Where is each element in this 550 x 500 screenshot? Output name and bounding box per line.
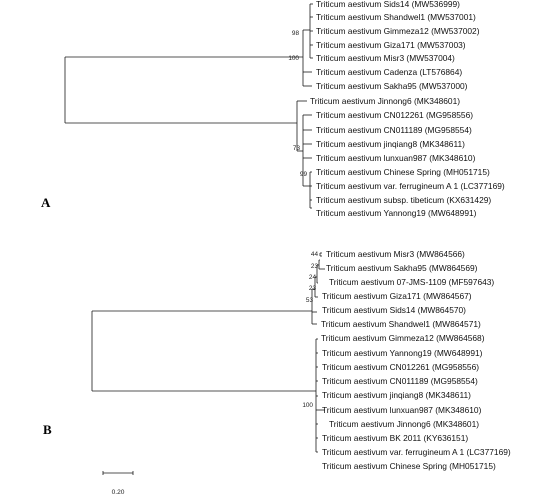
tree-a-leaf-label: Triticum aestivum CN012261 (MG958556) xyxy=(316,110,474,120)
tree-a-leaf-label: Triticum aestivum Cadenza (LT576864) xyxy=(316,67,463,77)
tree-a-leaf-label: Triticum aestivum Misr3 (MW537004) xyxy=(316,53,455,63)
tree-b-leaf-label: Triticum aestivum Sids14 (MW864570) xyxy=(322,305,466,315)
tree-b-leaf-label: Triticum aestivum 07-JMS-1109 (MF597643) xyxy=(329,277,495,287)
tree-b-leaf-label: Triticum aestivum Gimmeza12 (MW864568) xyxy=(321,333,485,343)
tree-b-leaf-label: Triticum aestivum Yannong19 (MW648991) xyxy=(322,348,483,358)
tree-a-leaf-label: Triticum aestivum Shandwel1 (MW537001) xyxy=(316,12,476,22)
tree-b-leaf-label: Triticum aestivum CN011189 (MG958554) xyxy=(322,376,478,386)
tree-a-leaf-label: Triticum aestivum Gimmeza12 (MW537002) xyxy=(316,26,480,36)
tree-b-bootstrap-value: 24 xyxy=(308,274,316,281)
tree-b-leaf-label: Triticum aestivum BK 2011 (KY636151) xyxy=(322,433,469,443)
tree-b-bootstrap-value: 100 xyxy=(302,402,313,409)
tree-a-leaf-label: Triticum aestivum var. ferrugineum A 1 (LC377169) xyxy=(316,181,505,191)
tree-a-leaf-label: Triticum aestivum Chinese Spring (MH051715) xyxy=(316,167,490,177)
tree-b-leaf-label: Triticum aestivum jinqiang8 (MK348611) xyxy=(322,390,471,400)
panel-label-a: A xyxy=(41,195,51,210)
tree-a-bootstrap-value: 98 xyxy=(291,30,299,37)
tree-a-leaf-label: Triticum aestivum Sids14 (MW536999) xyxy=(316,0,460,9)
tree-b-leaf-label: Triticum aestivum Chinese Spring (MH051715) xyxy=(322,461,496,471)
tree-b-leaf-label: Triticum aestivum Misr3 (MW864566) xyxy=(326,249,465,259)
tree-b-leaf-label: Triticum aestivum Sakha95 (MW864569) xyxy=(326,263,478,273)
tree-b-bootstrap-value: 23 xyxy=(310,263,318,270)
scale-bar-label: 0.20 xyxy=(111,489,125,496)
tree-b xyxy=(43,249,511,471)
tree-b-leaf-label: Triticum aestivum var. ferrugineum A 1 (LC377169) xyxy=(322,447,511,457)
tree-a-leaf-label: Triticum aestivum Giza171 (MW537003) xyxy=(316,40,466,50)
tree-a-leaf-label: Triticum aestivum Jinnong6 (MK348601) xyxy=(310,96,461,106)
tree-a-leaf-label: Triticum aestivum CN011189 (MG958554) xyxy=(316,125,472,135)
panel-label-b: B xyxy=(43,422,52,437)
tree-a-bootstrap-value: 99 xyxy=(299,171,307,178)
tree-b-leaf-label: Triticum aestivum Shandwel1 (MW864571) xyxy=(321,319,481,329)
tree-b-leaf-label: Triticum aestivum lunxuan987 (MK348610) xyxy=(322,405,482,415)
tree-b-bootstrap-value: 44 xyxy=(310,251,318,258)
tree-b-bootstrap-value: 23 xyxy=(308,285,316,292)
tree-b-leaf-label: Triticum aestivum CN012261 (MG958556) xyxy=(322,362,480,372)
tree-a-leaf-label: Triticum aestivum subsp. tibeticum (KX631429) xyxy=(316,195,492,205)
tree-a-bootstrap-value: 73 xyxy=(292,145,300,152)
scale-bar xyxy=(103,471,133,496)
tree-b-leaf-label: Triticum aestivum Jinnong6 (MK348601) xyxy=(329,419,480,429)
tree-b-bootstrap-value: 53 xyxy=(305,297,313,304)
tree-a xyxy=(41,0,505,218)
tree-a-leaf-label: Triticum aestivum lunxuan987 (MK348610) xyxy=(316,153,476,163)
tree-b-leaf-label: Triticum aestivum Giza171 (MW864567) xyxy=(322,291,472,301)
tree-a-bootstrap-value: 100 xyxy=(288,55,299,62)
tree-a-leaf-label: Triticum aestivum Sakha95 (MW537000) xyxy=(316,81,468,91)
tree-a-leaf-label: Triticum aestivum jinqiang8 (MK348611) xyxy=(316,139,465,149)
tree-a-leaf-label: Triticum aestivum Yannong19 (MW648991) xyxy=(316,208,477,218)
